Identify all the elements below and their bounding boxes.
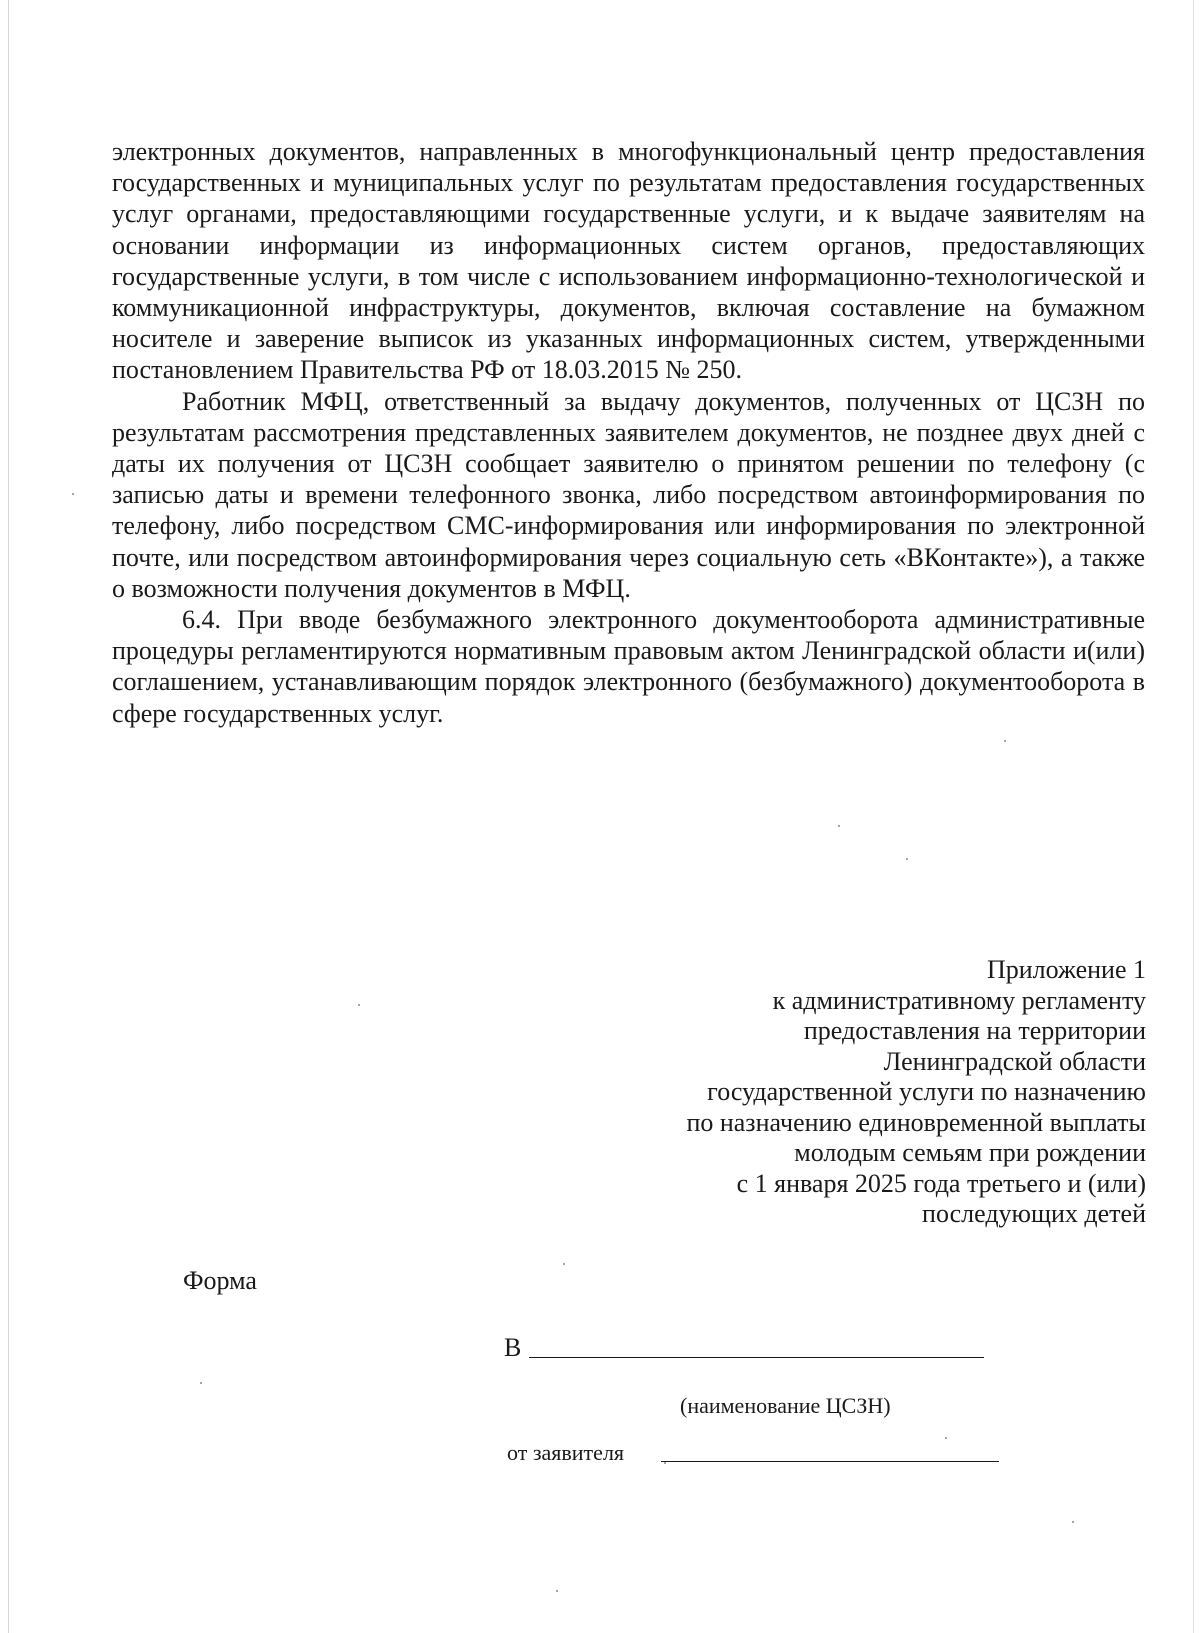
recipient-caption: (наименование ЦСЗН) xyxy=(680,1393,891,1418)
appendix-line: к административному регламенту xyxy=(772,985,1146,1015)
recipient-field-line[interactable] xyxy=(529,1357,984,1358)
recipient-prefix: В xyxy=(504,1333,522,1362)
recipient-row xyxy=(504,1333,984,1363)
appendix-line: с 1 января 2025 года третьего и (или) xyxy=(736,1168,1146,1198)
appendix-line: предоставления на территории xyxy=(803,1016,1146,1045)
form-label: Форма xyxy=(183,1266,257,1295)
applicant-row xyxy=(507,1440,999,1466)
applicant-label: от заявителя xyxy=(507,1440,625,1465)
scan-speck xyxy=(563,1263,565,1265)
scan-speck xyxy=(906,858,908,860)
scan-speck xyxy=(1072,1521,1074,1523)
applicant-field-line[interactable] xyxy=(661,1461,999,1462)
scan-speck xyxy=(358,1004,360,1006)
appendix-line: государственной услуги по назначению xyxy=(707,1077,1146,1106)
appendix-line: по назначению единовременной выплаты xyxy=(686,1107,1146,1137)
scan-speck xyxy=(72,493,74,495)
appendix-line: молодым семьям при рождении xyxy=(794,1138,1146,1167)
body-text xyxy=(112,136,1145,729)
scan-speck xyxy=(556,1590,558,1592)
scan-speck xyxy=(838,825,840,827)
paragraph-continuation: электронных документов, направленных в многофункциональный центр предоставления государственных и муниципальных услуг по результатам предоставления государственных услуг органами, предоставляющими государственные услуги, и к выдаче заявителям на основании информации из информационных систем органов, предоставляющих государственные услуги, в том числе с использованием информационно-технологической и коммуникационной инфраструктуры, документов, включая составление на бумажном носителе и заверение выписок из указанных информационных систем, утвержденными постановлением Правительства РФ от 18.03.2015 № 250. xyxy=(112,137,1145,385)
appendix-line: последующих детей xyxy=(922,1199,1146,1228)
appendix-header xyxy=(586,955,1146,1230)
scan-speck xyxy=(1004,740,1006,742)
paragraph-6-4: 6.4. При вводе безбумажного электронного документооборота административные процедуры регламентируются нормативным правовым актом Ленинградской области и(или) соглашением, устанавливающим порядок электронного (безбумажного) документооборота в сфере государственных услуг. xyxy=(112,605,1145,728)
scan-speck xyxy=(664,1462,666,1464)
appendix-line: Приложение 1 xyxy=(986,955,1146,984)
scan-speck xyxy=(200,1382,202,1384)
appendix-line: Ленинградской области xyxy=(883,1046,1146,1076)
scan-speck xyxy=(945,1437,947,1439)
scan-edge-right xyxy=(1193,0,1194,1633)
paragraph-mfc: Работник МФЦ, ответственный за выдачу документов, полученных от ЦСЗН по результатам рассмотрения представленных заявителем документов, не позднее двух дней с даты их получения от ЦСЗН сообщает заявителю о принятом решении по телефону (с записью даты и времени телефонного звонка, либо посредством автоинформирования по телефону, либо посредством СМС-информирования или информирования по электронной почте, или посредством автоинформирования через социальную сеть «ВКонтакте»), а также о возможности получения документов в МФЦ. xyxy=(112,386,1145,603)
scan-edge-left xyxy=(8,0,9,1633)
